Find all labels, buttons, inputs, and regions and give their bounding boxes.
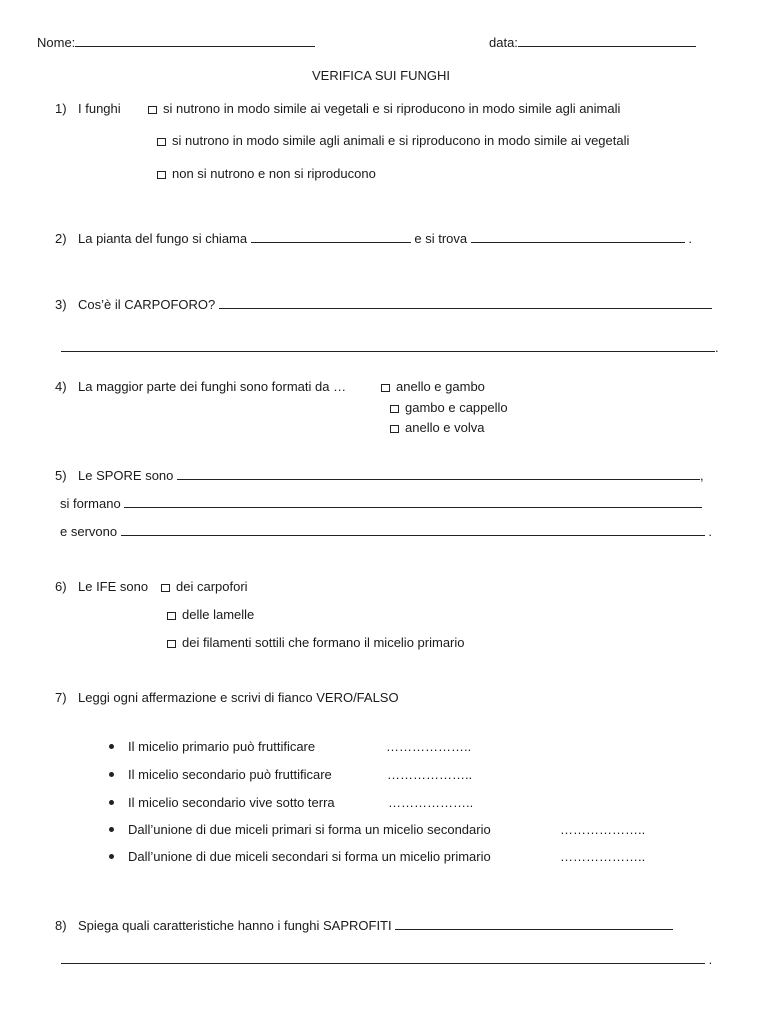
q3-line-2: . bbox=[61, 340, 719, 356]
date-label: data: bbox=[489, 35, 518, 50]
bullet-icon bbox=[109, 772, 114, 777]
q1-stem: I funghi bbox=[78, 101, 121, 116]
list-item: Dall’unione di due miceli secondari si forma un micelio primario bbox=[109, 849, 491, 865]
q6-number: 6) bbox=[55, 579, 67, 594]
q8-blank-1[interactable] bbox=[395, 918, 673, 930]
q7-text: Leggi ogni affermazione e scrivi di fianco VERO/FALSO bbox=[78, 690, 399, 705]
q6-stem: Le IFE sono bbox=[78, 579, 149, 594]
q1-number: 1) bbox=[55, 101, 67, 116]
list-item: Dall’unione di due miceli primari si forma un micelio secondario bbox=[109, 822, 491, 838]
q5-line-1: Le SPORE sono , bbox=[78, 468, 704, 483]
checkbox-icon[interactable] bbox=[381, 384, 390, 392]
list-item: Il micelio secondario può fruttificare bbox=[109, 767, 332, 783]
q4-stem: La maggior parte dei funghi sono formati da … bbox=[78, 379, 347, 394]
name-field[interactable] bbox=[37, 35, 315, 51]
q3-blank-1[interactable] bbox=[219, 297, 712, 309]
q5-line-3: e servono . bbox=[60, 524, 712, 539]
q5-blank-3[interactable] bbox=[121, 524, 705, 536]
q3-blank-2[interactable] bbox=[61, 340, 715, 352]
q1-option-1[interactable]: si nutrono in modo simile ai vegetali e si riproducono in modo simile agli animali bbox=[148, 101, 620, 117]
q5-blank-1[interactable] bbox=[177, 468, 700, 480]
name-blank[interactable] bbox=[75, 35, 315, 47]
q7-number: 7) bbox=[55, 690, 67, 705]
checkbox-icon[interactable] bbox=[148, 106, 157, 114]
q5-blank-2[interactable] bbox=[124, 496, 702, 508]
bullet-icon bbox=[109, 744, 114, 749]
q2-blank-2[interactable] bbox=[471, 231, 685, 243]
bullet-icon bbox=[109, 800, 114, 805]
date-blank[interactable] bbox=[518, 35, 696, 47]
q3-line: Cos’è il CARPOFORO? bbox=[78, 297, 712, 313]
answer-dots[interactable]: ……………….. bbox=[560, 849, 646, 864]
page-title: VERIFICA SUI FUNGHI bbox=[312, 68, 450, 83]
q2-line: La pianta del fungo si chiama e si trova . bbox=[78, 231, 692, 246]
q4-number: 4) bbox=[55, 379, 67, 394]
q5-line-2: si formano bbox=[60, 496, 702, 512]
checkbox-icon[interactable] bbox=[167, 612, 176, 620]
q4-option-3[interactable]: anello e volva bbox=[390, 420, 485, 436]
q8-line: Spiega quali caratteristiche hanno i funghi SAPROFITI bbox=[78, 918, 673, 934]
checkbox-icon[interactable] bbox=[161, 584, 170, 592]
q4-option-2[interactable]: gambo e cappello bbox=[390, 400, 508, 416]
answer-dots[interactable]: ……………….. bbox=[386, 739, 472, 754]
checkbox-icon[interactable] bbox=[157, 138, 166, 146]
q1-option-3[interactable]: non si nutrono e non si riproducono bbox=[157, 166, 376, 182]
q8-blank-2[interactable] bbox=[61, 952, 705, 964]
q8-number: 8) bbox=[55, 918, 67, 933]
bullet-icon bbox=[109, 827, 114, 832]
q1-option-2[interactable]: si nutrono in modo simile agli animali e si riproducono in modo simile ai vegetali bbox=[157, 133, 629, 149]
checkbox-icon[interactable] bbox=[167, 640, 176, 648]
q6-option-1[interactable]: dei carpofori bbox=[161, 579, 248, 595]
q5-number: 5) bbox=[55, 468, 67, 483]
q2-blank-1[interactable] bbox=[251, 231, 411, 243]
q6-option-3[interactable]: dei filamenti sottili che formano il micelio primario bbox=[167, 635, 465, 651]
date-field[interactable] bbox=[489, 35, 696, 51]
list-item: Il micelio secondario vive sotto terra bbox=[109, 795, 335, 811]
checkbox-icon[interactable] bbox=[390, 405, 399, 413]
checkbox-icon[interactable] bbox=[157, 171, 166, 179]
q8-line-2: . bbox=[61, 952, 712, 968]
bullet-icon bbox=[109, 854, 114, 859]
answer-dots[interactable]: ……………….. bbox=[560, 822, 646, 837]
q2-number: 2) bbox=[55, 231, 67, 246]
checkbox-icon[interactable] bbox=[390, 425, 399, 433]
name-label: Nome: bbox=[37, 35, 76, 50]
answer-dots[interactable]: ……………….. bbox=[387, 767, 473, 782]
q3-number: 3) bbox=[55, 297, 67, 312]
q4-option-1[interactable]: anello e gambo bbox=[381, 379, 485, 395]
q6-option-2[interactable]: delle lamelle bbox=[167, 607, 254, 623]
list-item: Il micelio primario può fruttificare bbox=[109, 739, 315, 755]
answer-dots[interactable]: ……………….. bbox=[388, 795, 474, 810]
